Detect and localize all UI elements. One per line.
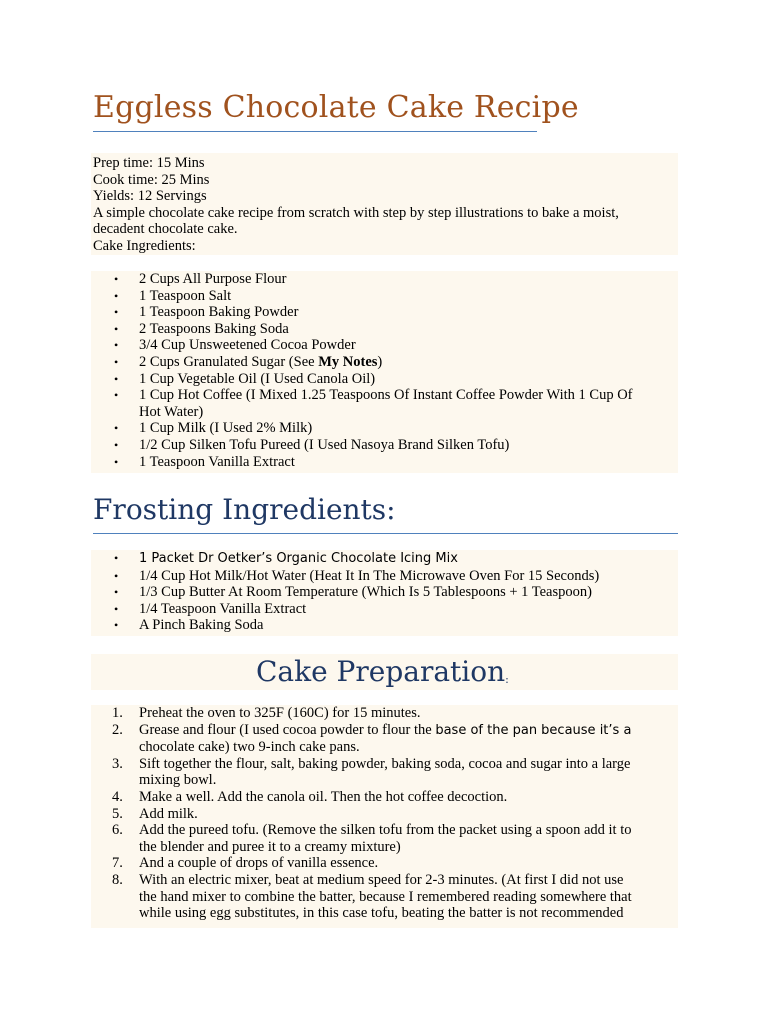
bullet-icon: • — [114, 568, 119, 583]
cook-time: Cook time: 25 Mins — [93, 171, 210, 188]
page-title: Eggless Chocolate Cake Recipe — [93, 90, 579, 125]
title-underline — [93, 131, 537, 132]
list-item: • 2 Cups Granulated Sugar (See My Notes) — [114, 353, 383, 370]
bullet-icon: • — [114, 454, 119, 469]
frosting-heading-underline — [93, 533, 678, 534]
list-item: 6. Add the pureed tofu. (Remove the silken tofu from the packet using a spoon add it to the blender and puree it to a creamy mixture) — [112, 822, 632, 855]
list-item: • 1/4 Teaspoon Vanilla Extract — [114, 600, 307, 617]
cake-ingredients-list — [91, 271, 678, 470]
bullet-icon: • — [114, 437, 119, 452]
preparation-steps-list — [91, 705, 678, 922]
bullet-icon: • — [114, 272, 119, 286]
bullet-icon: • — [114, 601, 119, 616]
list-item: • 1 Packet Dr Oetker’s Organic Chocolate Icing Mix — [114, 551, 458, 566]
bullet-icon: • — [114, 321, 119, 336]
list-item: • 3/4 Cup Unsweetened Cocoa Powder — [114, 337, 356, 354]
cake-ingredients-label: Cake Ingredients: — [93, 237, 196, 254]
prep-time: Prep time: 15 Mins — [93, 155, 205, 171]
description-line-1: A simple chocolate cake recipe from scratch with step by step illustrations to bake a moist, — [93, 204, 619, 221]
list-item: • 2 Teaspoons Baking Soda — [114, 320, 289, 337]
cake-ingredients-block — [91, 271, 678, 473]
list-item: • 1 Cup Milk (I Used 2% Milk) — [114, 420, 313, 437]
list-item: • 1 Teaspoon Vanilla Extract — [114, 453, 295, 470]
list-item: • 1 Teaspoon Salt — [114, 287, 232, 304]
bullet-icon: • — [114, 288, 119, 303]
description-line-2: decadent chocolate cake. — [93, 221, 238, 238]
list-item: • 1/4 Cup Hot Milk/Hot Water (Heat It In The Microwave Oven For 15 Seconds) — [114, 567, 600, 584]
bullet-icon: • — [114, 354, 119, 369]
frosting-ingredients-block — [91, 550, 678, 636]
yields: Yields: 12 Servings — [93, 188, 207, 205]
list-item: • 2 Cups All Purpose Flour — [114, 271, 287, 287]
list-item: • A Pinch Baking Soda — [114, 617, 264, 634]
bullet-icon: • — [114, 585, 119, 600]
list-item: 5. Add milk. — [112, 805, 198, 822]
list-item: • 1 Cup Vegetable Oil (I Used Canola Oil) — [114, 370, 376, 387]
list-item: 7. And a couple of drops of vanilla essence. — [112, 855, 379, 872]
list-item: 4. Make a well. Add the canola oil. Then the hot coffee decoction. — [112, 788, 508, 805]
list-item: • 1 Cup Hot Coffee (I Mixed 1.25 Teaspoons Of Instant Coffee Powder With 1 Cup Of Hot Water) — [114, 387, 633, 420]
list-item: 8. With an electric mixer, beat at medium speed for 2-3 minutes. (At first I did not use the hand mixer to combine the batter, because I remembered reading somewhere that while using egg substitutes, in this case tofu, beating the batter is not recommended — [112, 871, 632, 922]
list-item: • 1 Teaspoon Baking Powder — [114, 304, 299, 321]
preparation-heading: Cake Preparation: — [256, 655, 509, 688]
bullet-icon: • — [114, 421, 119, 436]
bullet-icon: • — [114, 305, 119, 320]
frosting-heading: Frosting Ingredients: — [93, 493, 396, 526]
preparation-steps-block — [91, 705, 678, 928]
list-item: 2. Grease and flour (I used cocoa powder to flour the base of the pan because it’s a chocolate cake) two 9-inch cake pans. — [112, 721, 632, 756]
recipe-info-block — [91, 153, 678, 255]
frosting-ingredients-list — [91, 550, 678, 634]
bullet-icon: • — [114, 551, 119, 565]
bullet-icon: • — [114, 338, 119, 353]
bullet-icon: • — [114, 371, 119, 386]
my-notes-link[interactable]: My Notes — [318, 353, 378, 370]
list-item: 3. Sift together the flour, salt, baking powder, baking soda, cocoa and sugar into a large mixing bowl. — [112, 755, 631, 789]
bullet-icon: • — [114, 618, 119, 633]
list-item: • 1/3 Cup Butter At Room Temperature (Which Is 5 Tablespoons + 1 Teaspoon) — [114, 584, 592, 601]
list-item: • 1/2 Cup Silken Tofu Pureed (I Used Nasoya Brand Silken Tofu) — [114, 436, 510, 453]
bullet-icon: • — [114, 388, 119, 403]
list-item: 1. Preheat the oven to 325F (160C) for 15 minutes. — [112, 705, 421, 721]
